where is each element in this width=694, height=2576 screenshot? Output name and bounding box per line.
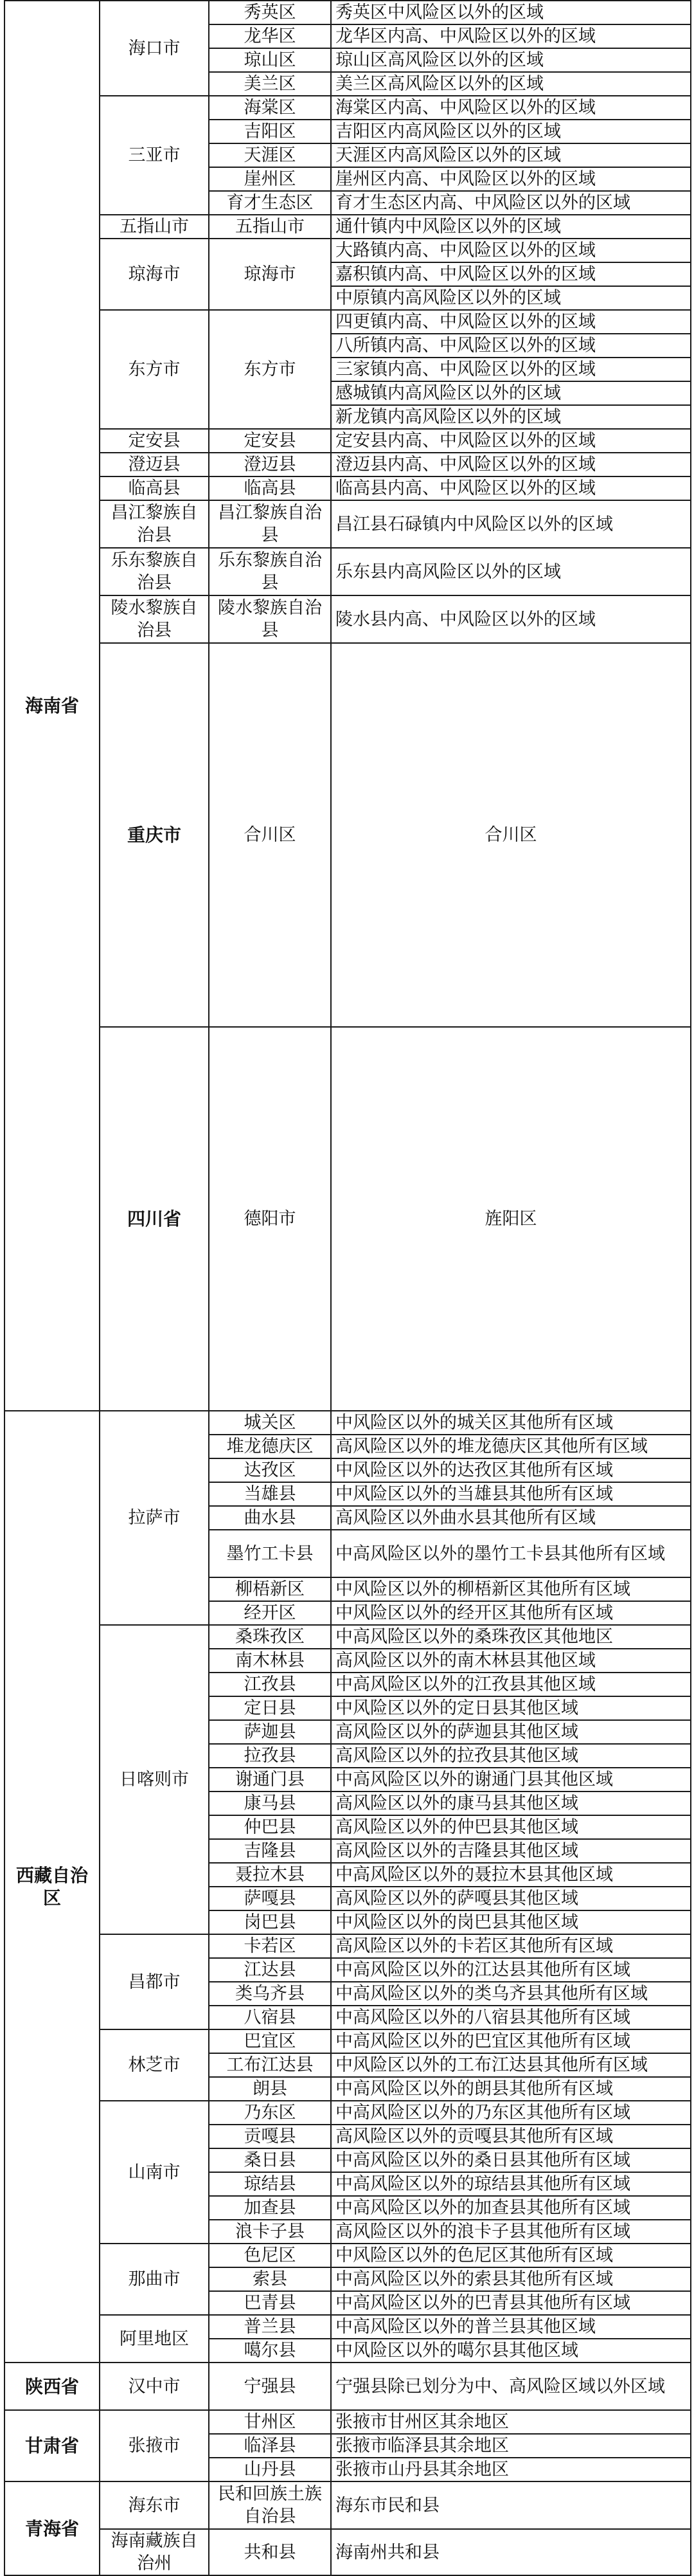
city-cell: 海南藏族自治州 bbox=[100, 2529, 209, 2575]
scope-cell: 中风险区以外的定日县其他区域 bbox=[331, 1696, 691, 1720]
district-cell: 经开区 bbox=[209, 1601, 331, 1625]
district-cell: 甘州区 bbox=[209, 2410, 331, 2434]
city-cell: 阿里地区 bbox=[100, 2315, 209, 2363]
scope-cell: 中高风险区以外的谢通门县其他区域 bbox=[331, 1768, 691, 1791]
scope-cell: 吉阳区内高风险区以外的区域 bbox=[331, 120, 691, 143]
scope-cell: 中风险区以外的当雄县其他所有区域 bbox=[331, 1482, 691, 1506]
district-cell: 岗巴县 bbox=[209, 1910, 331, 1934]
scope-cell: 中风险区以外的噶尔县其他区域 bbox=[331, 2339, 691, 2363]
scope-cell: 高风险区以外的康马县其他区域 bbox=[331, 1791, 691, 1815]
province-cell: 四川省 bbox=[100, 1027, 209, 1411]
scope-cell: 陵水县内高、中风险区以外的区域 bbox=[331, 595, 691, 643]
scope-cell: 临高县内高、中风险区以外的区域 bbox=[331, 476, 691, 500]
district-cell: 拉孜县 bbox=[209, 1744, 331, 1768]
scope-cell: 高风险区以外的浪卡子县其他所有区域 bbox=[331, 2220, 691, 2244]
district-cell: 南木林县 bbox=[209, 1649, 331, 1673]
district-cell: 色尼区 bbox=[209, 2244, 331, 2267]
district-cell: 五指山市 bbox=[209, 215, 331, 239]
scope-cell: 中高风险区以外的类乌齐县其他所有区域 bbox=[331, 1982, 691, 2006]
district-cell: 谢通门县 bbox=[209, 1768, 331, 1791]
scope-cell: 中高风险区以外的江达县其他所有区域 bbox=[331, 1958, 691, 1982]
scope-cell: 高风险区以外的拉孜县其他区域 bbox=[331, 1744, 691, 1768]
city-cell: 三亚市 bbox=[100, 96, 209, 215]
scope-cell: 海南州共和县 bbox=[331, 2529, 691, 2575]
scope-cell: 嘉积镇内高、中风险区以外的区域 bbox=[331, 262, 691, 286]
district-cell: 桑日县 bbox=[209, 2148, 331, 2172]
scope-cell: 通什镇内中风险区以外的区域 bbox=[331, 215, 691, 239]
city-cell: 合川区 bbox=[209, 643, 331, 1027]
city-cell: 乐东黎族自治县 bbox=[100, 548, 209, 595]
scope-cell: 中风险区以外的工布江达县其他所有区域 bbox=[331, 2053, 691, 2077]
district-cell: 天涯区 bbox=[209, 143, 331, 167]
district-cell: 共和县 bbox=[209, 2529, 331, 2575]
city-cell: 林芝市 bbox=[100, 2029, 209, 2101]
district-cell: 江孜县 bbox=[209, 1673, 331, 1696]
district-cell: 乃东区 bbox=[209, 2101, 331, 2125]
scope-cell: 中高风险区以外的墨竹工卡县其他所有区域 bbox=[331, 1530, 691, 1577]
scope-cell: 高风险区以外的仲巴县其他区域 bbox=[331, 1815, 691, 1839]
scope-cell: 高风险区以外的贡嘎县其他所有区域 bbox=[331, 2125, 691, 2148]
scope-cell: 高风险区以外的萨嘎县其他区域 bbox=[331, 1887, 691, 1910]
scope-cell: 中高风险区以外的朗县其他所有区域 bbox=[331, 2077, 691, 2101]
district-cell: 琼海市 bbox=[209, 239, 331, 310]
scope-cell: 高风险区以外的堆龙德庆区其他所有区域 bbox=[331, 1435, 691, 1458]
scope-cell: 秀英区中风险区以外的区域 bbox=[331, 1, 691, 24]
province-cell: 海南省 bbox=[4, 1, 100, 1411]
scope-cell: 中高风险区以外的桑日县其他所有区域 bbox=[331, 2148, 691, 2172]
district-cell: 桑珠孜区 bbox=[209, 1625, 331, 1649]
district-cell: 类乌齐县 bbox=[209, 1982, 331, 2006]
district-cell: 当雄县 bbox=[209, 1482, 331, 1506]
district-cell: 巴青县 bbox=[209, 2291, 331, 2315]
city-cell: 山南市 bbox=[100, 2101, 209, 2244]
district-cell: 民和回族土族自治县 bbox=[209, 2481, 331, 2529]
city-cell: 汉中市 bbox=[100, 2363, 209, 2410]
district-cell: 仲巴县 bbox=[209, 1815, 331, 1839]
district-cell: 合川区 bbox=[331, 643, 691, 1027]
scope-cell: 中高风险区以外的八宿县其他所有区域 bbox=[331, 2006, 691, 2029]
scope-cell: 美兰区高风险区以外的区域 bbox=[331, 72, 691, 96]
district-cell: 龙华区 bbox=[209, 24, 331, 48]
scope-cell: 张掖市甘州区其余地区 bbox=[331, 2410, 691, 2434]
scope-cell: 中高风险区以外的桑珠孜区其他地区 bbox=[331, 1625, 691, 1649]
district-cell: 达孜区 bbox=[209, 1458, 331, 1482]
district-cell: 琼结县 bbox=[209, 2172, 331, 2196]
scope-cell: 中高风险区以外的巴宜区其他所有区域 bbox=[331, 2029, 691, 2053]
district-cell: 美兰区 bbox=[209, 72, 331, 96]
district-cell: 秀英区 bbox=[209, 1, 331, 24]
scope-cell: 昌江县石碌镇内中风险区以外的区域 bbox=[331, 500, 691, 548]
city-cell: 海口市 bbox=[100, 1, 209, 96]
scope-cell: 感城镇内高风险区以外的区域 bbox=[331, 381, 691, 405]
scope-cell: 新龙镇内高风险区以外的区域 bbox=[331, 405, 691, 429]
scope-cell: 中风险区以外的色尼区其他所有区域 bbox=[331, 2244, 691, 2267]
district-cell: 聂拉木县 bbox=[209, 1863, 331, 1887]
scope-cell: 中原镇内高风险区以外的区域 bbox=[331, 286, 691, 310]
district-cell: 宁强县 bbox=[209, 2363, 331, 2410]
province-cell: 陕西省 bbox=[4, 2363, 100, 2410]
scope-cell: 张掖市临泽县其余地区 bbox=[331, 2434, 691, 2458]
district-cell: 吉阳区 bbox=[209, 120, 331, 143]
district-cell: 加查县 bbox=[209, 2196, 331, 2220]
scope-cell: 中高风险区以外的巴青县其他所有区域 bbox=[331, 2291, 691, 2315]
district-cell: 柳梧新区 bbox=[209, 1577, 331, 1601]
district-cell: 康马县 bbox=[209, 1791, 331, 1815]
district-cell: 临泽县 bbox=[209, 2434, 331, 2458]
city-cell: 临高县 bbox=[100, 476, 209, 500]
district-cell: 崖州区 bbox=[209, 167, 331, 191]
scope-cell: 中风险区以外的柳梧新区其他所有区域 bbox=[331, 1577, 691, 1601]
scope-cell: 高风险区以外曲水县其他所有区域 bbox=[331, 1506, 691, 1530]
scope-cell: 乐东县内高风险区以外的区域 bbox=[331, 548, 691, 595]
district-cell: 育才生态区 bbox=[209, 191, 331, 215]
scope-cell: 高风险区以外的萨迦县其他区域 bbox=[331, 1720, 691, 1744]
city-cell: 张掖市 bbox=[100, 2410, 209, 2481]
table-body bbox=[4, 1, 691, 2575]
city-cell: 拉萨市 bbox=[100, 1411, 209, 1625]
city-cell: 东方市 bbox=[100, 310, 209, 429]
scope-cell: 八所镇内高、中风险区以外的区域 bbox=[331, 334, 691, 358]
district-cell: 朗县 bbox=[209, 2077, 331, 2101]
scope-cell: 中高风险区以外的普兰县其他区域 bbox=[331, 2315, 691, 2339]
district-cell: 琼山区 bbox=[209, 48, 331, 72]
scope-cell: 育才生态区内高、中风险区以外的区域 bbox=[331, 191, 691, 215]
scope-cell: 崖州区内高、中风险区以外的区域 bbox=[331, 167, 691, 191]
scope-cell: 高风险区以外的卡若区其他所有区域 bbox=[331, 1934, 691, 1958]
district-cell: 墨竹工卡县 bbox=[209, 1530, 331, 1577]
scope-cell: 海东市民和县 bbox=[331, 2481, 691, 2529]
district-cell: 江达县 bbox=[209, 1958, 331, 1982]
city-cell: 那曲市 bbox=[100, 2244, 209, 2315]
province-cell: 西藏自治区 bbox=[4, 1411, 100, 2363]
scope-cell: 中风险区以外的经开区其他所有区域 bbox=[331, 1601, 691, 1625]
province-cell: 青海省 bbox=[4, 2481, 100, 2575]
scope-cell: 中高风险区以外的加查县其他所有区域 bbox=[331, 2196, 691, 2220]
scope-cell: 定安县内高、中风险区以外的区域 bbox=[331, 429, 691, 453]
district-cell: 浪卡子县 bbox=[209, 2220, 331, 2244]
district-cell: 定日县 bbox=[209, 1696, 331, 1720]
city-cell: 五指山市 bbox=[100, 215, 209, 239]
scope-cell: 高风险区以外的南木林县其他区域 bbox=[331, 1649, 691, 1673]
scope-cell: 张掖市山丹县其余地区 bbox=[331, 2458, 691, 2481]
scope-cell: 澄迈县内高、中风险区以外的区域 bbox=[331, 453, 691, 476]
scope-cell: 中高风险区以外的聂拉木县其他区域 bbox=[331, 1863, 691, 1887]
province-cell: 重庆市 bbox=[100, 643, 209, 1027]
risk-area-table bbox=[4, 0, 691, 2576]
province-cell: 甘肃省 bbox=[4, 2410, 100, 2481]
district-cell: 工布江达县 bbox=[209, 2053, 331, 2077]
district-cell: 山丹县 bbox=[209, 2458, 331, 2481]
scope-cell: 中高风险区以外的索县其他所有区域 bbox=[331, 2267, 691, 2291]
scope-cell: 四更镇内高、中风险区以外的区域 bbox=[331, 310, 691, 334]
district-cell: 巴宜区 bbox=[209, 2029, 331, 2053]
city-cell: 定安县 bbox=[100, 429, 209, 453]
scope-cell: 龙华区内高、中风险区以外的区域 bbox=[331, 24, 691, 48]
district-cell: 定安县 bbox=[209, 429, 331, 453]
city-cell: 德阳市 bbox=[209, 1027, 331, 1411]
city-cell: 澄迈县 bbox=[100, 453, 209, 476]
scope-cell: 琼山区高风险区以外的区域 bbox=[331, 48, 691, 72]
scope-cell: 大路镇内高、中风险区以外的区域 bbox=[331, 239, 691, 262]
district-cell: 噶尔县 bbox=[209, 2339, 331, 2363]
scope-cell: 中风险区以外的岗巴县其他区域 bbox=[331, 1910, 691, 1934]
scope-cell: 中风险区以外的达孜区其他所有区域 bbox=[331, 1458, 691, 1482]
city-cell: 昌江黎族自治县 bbox=[100, 500, 209, 548]
district-cell: 索县 bbox=[209, 2267, 331, 2291]
city-cell: 琼海市 bbox=[100, 239, 209, 310]
scope-cell: 中风险区以外的城关区其他所有区域 bbox=[331, 1411, 691, 1435]
district-cell: 城关区 bbox=[209, 1411, 331, 1435]
scope-cell: 中高风险区以外的乃东区其他所有区域 bbox=[331, 2101, 691, 2125]
scope-cell: 高风险区以外的吉隆县其他区域 bbox=[331, 1839, 691, 1863]
city-cell: 陵水黎族自治县 bbox=[100, 595, 209, 643]
district-cell: 堆龙德庆区 bbox=[209, 1435, 331, 1458]
district-cell: 曲水县 bbox=[209, 1506, 331, 1530]
city-cell: 海东市 bbox=[100, 2481, 209, 2529]
scope-cell: 中高风险区以外的江孜县其他区域 bbox=[331, 1673, 691, 1696]
district-cell: 海棠区 bbox=[209, 96, 331, 120]
city-cell: 昌都市 bbox=[100, 1934, 209, 2029]
district-cell: 澄迈县 bbox=[209, 453, 331, 476]
district-cell: 吉隆县 bbox=[209, 1839, 331, 1863]
district-cell: 八宿县 bbox=[209, 2006, 331, 2029]
district-cell: 昌江黎族自治县 bbox=[209, 500, 331, 548]
district-cell: 乐东黎族自治县 bbox=[209, 548, 331, 595]
district-cell: 卡若区 bbox=[209, 1934, 331, 1958]
district-cell: 普兰县 bbox=[209, 2315, 331, 2339]
scope-cell: 中高风险区以外的琼结县其他所有区域 bbox=[331, 2172, 691, 2196]
scope-cell: 三家镇内高、中风险区以外的区域 bbox=[331, 358, 691, 381]
district-cell: 临高县 bbox=[209, 476, 331, 500]
district-cell: 贡嘎县 bbox=[209, 2125, 331, 2148]
district-cell: 东方市 bbox=[209, 310, 331, 429]
scope-cell: 天涯区内高风险区以外的区域 bbox=[331, 143, 691, 167]
district-cell: 陵水黎族自治县 bbox=[209, 595, 331, 643]
district-cell: 旌阳区 bbox=[331, 1027, 691, 1411]
district-cell: 萨迦县 bbox=[209, 1720, 331, 1744]
scope-cell: 海棠区内高、中风险区以外的区域 bbox=[331, 96, 691, 120]
district-cell: 萨嘎县 bbox=[209, 1887, 331, 1910]
scope-cell: 宁强县除已划分为中、高风险区域以外区域 bbox=[331, 2363, 691, 2410]
city-cell: 日喀则市 bbox=[100, 1625, 209, 1934]
